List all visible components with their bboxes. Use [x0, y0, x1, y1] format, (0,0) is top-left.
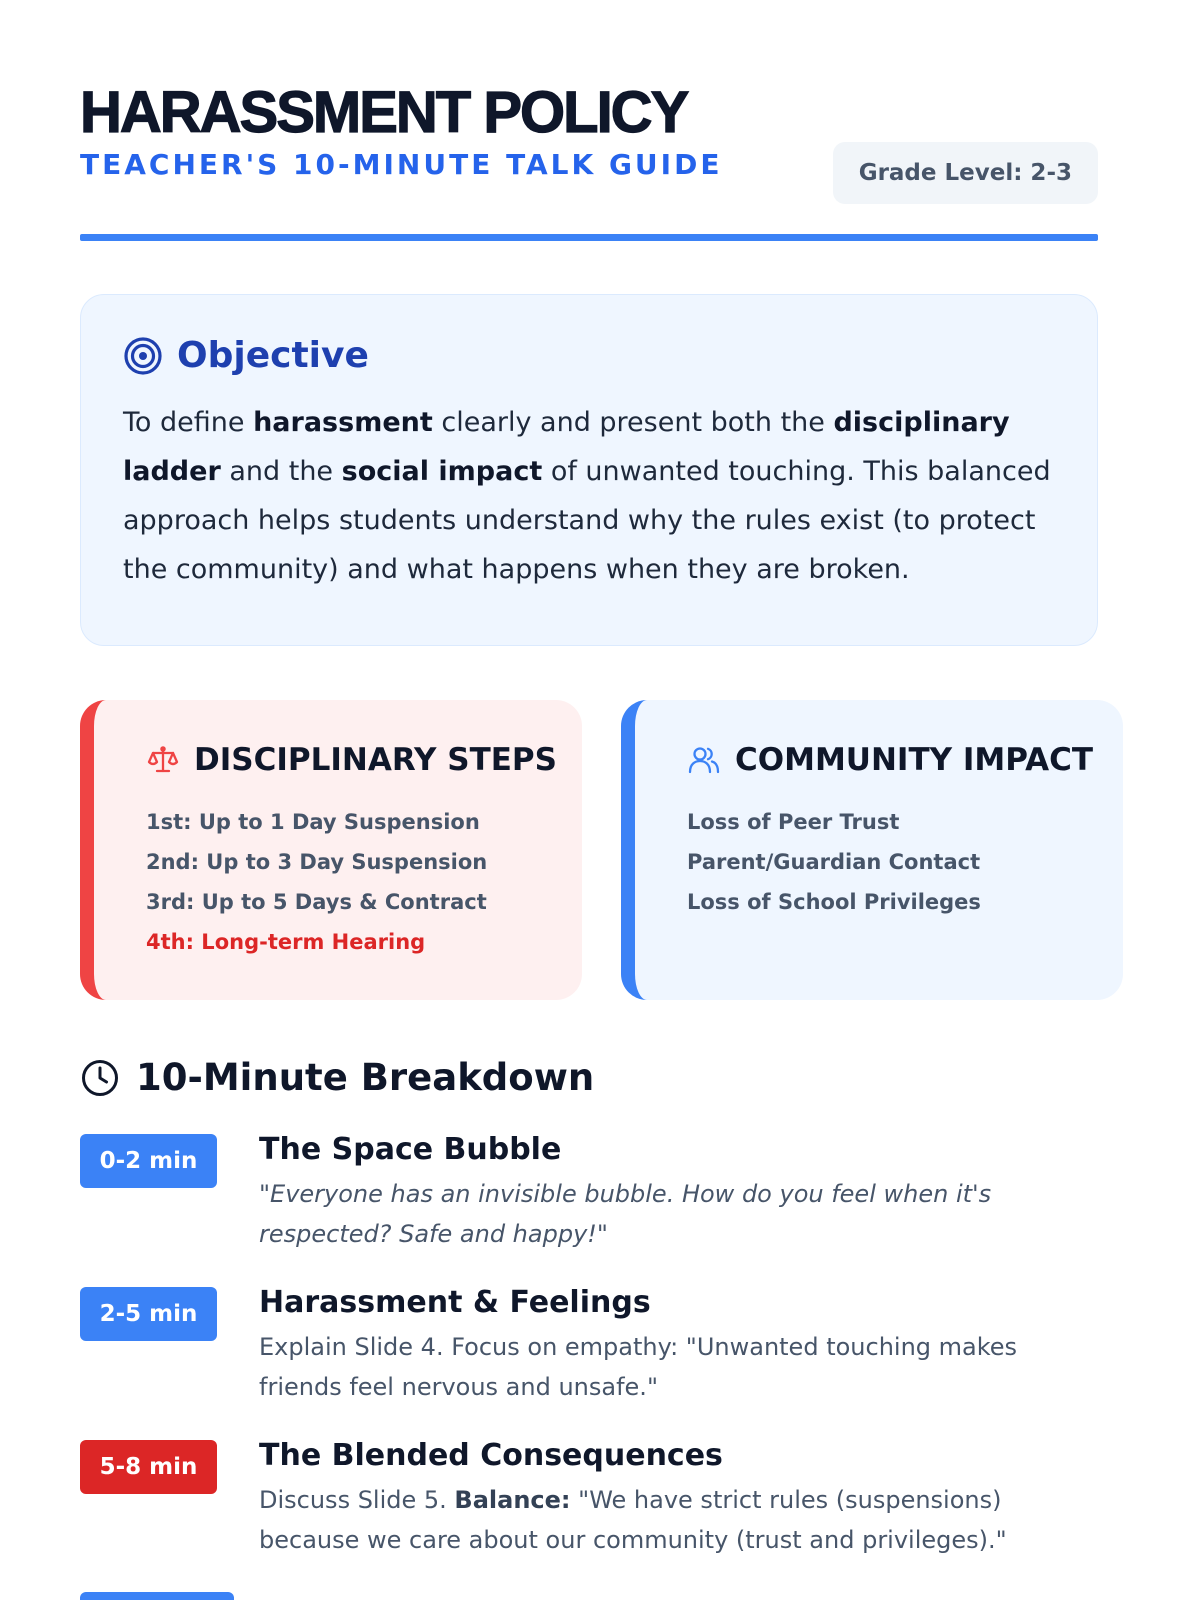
disciplinary-step-item: 4th: Long-term Hearing — [146, 930, 426, 954]
users-icon — [687, 743, 721, 777]
objective-title: Objective — [177, 335, 369, 376]
page-header — [80, 82, 1098, 242]
time-badge-partial — [80, 1592, 234, 1600]
page-subtitle: TEACHER'S 10-MINUTE TALK GUIDE — [80, 148, 723, 181]
breakdown-step — [80, 1436, 1100, 1560]
step-body — [259, 1436, 1100, 1560]
time-badge: 5-8 min — [80, 1440, 217, 1494]
time-badge: 2-5 min — [80, 1287, 217, 1341]
community-impact-item: Parent/Guardian Contact — [687, 850, 981, 874]
breakdown-step — [80, 1283, 1100, 1407]
step-description-rest: "We have strict rules (suspensions) because we care about our community (trust and privileges)." — [259, 1486, 1007, 1554]
community-impact-card — [621, 700, 1123, 1000]
header-divider — [80, 234, 1098, 241]
objective-text-part: of unwanted touching. This balanced approach helps students understand why the rules exist (to protect the community) and what happens when they are broken. — [123, 456, 1051, 585]
disciplinary-step-item: 2nd: Up to 3 Day Suspension — [146, 850, 488, 874]
breakdown-title: 10-Minute Breakdown — [136, 1056, 595, 1099]
step-description: "Everyone has an invisible bubble. How do you feel when it's respected? Safe and happy!" — [259, 1180, 992, 1248]
community-card-header — [687, 742, 1123, 778]
target-icon — [123, 336, 163, 376]
step-description — [259, 1480, 1100, 1560]
objective-header — [123, 335, 1055, 376]
objective-keyword: harassment — [253, 407, 433, 438]
disciplinary-steps-list — [146, 802, 582, 962]
step-title: The Blended Consequences — [259, 1438, 723, 1473]
step-description: Explain Slide 4. Focus on empathy: "Unwanted touching makes friends feel nervous and unsafe." — [259, 1333, 1018, 1401]
community-impact-item: Loss of School Privileges — [687, 890, 981, 914]
community-impact-item: Loss of Peer Trust — [687, 810, 900, 834]
disciplinary-card-title: DISCIPLINARY STEPS — [194, 742, 557, 778]
community-card-title: COMMUNITY IMPACT — [735, 742, 1093, 778]
disciplinary-card-header — [146, 742, 582, 778]
scale-icon — [146, 743, 180, 777]
objective-panel — [80, 294, 1098, 646]
step-title: The Space Bubble — [259, 1132, 562, 1167]
step-title: Harassment & Feelings — [259, 1285, 651, 1320]
breakdown-header — [80, 1056, 594, 1099]
objective-text-part: To define — [123, 407, 254, 438]
breakdown-step — [80, 1130, 1100, 1254]
step-description-emphasis: Balance: — [454, 1486, 571, 1514]
objective-text — [123, 398, 1055, 594]
time-badge: 0-2 min — [80, 1134, 217, 1188]
grade-level-badge: Grade Level: 2-3 — [833, 142, 1098, 204]
objective-keyword: social impact — [341, 456, 543, 487]
objective-keyword: disciplinary ladder — [123, 407, 1010, 487]
step-description-prefix: Discuss Slide 5. — [259, 1486, 455, 1514]
page-title: HARASSMENT POLICY — [80, 80, 688, 145]
step-body — [259, 1283, 1100, 1407]
objective-text-part: and the — [220, 456, 342, 487]
disciplinary-step-item: 3rd: Up to 5 Days & Contract — [146, 890, 487, 914]
community-impact-list — [687, 802, 1123, 922]
disciplinary-steps-card — [80, 700, 582, 1000]
objective-text-part: clearly and present both the — [432, 407, 834, 438]
clock-icon — [80, 1058, 120, 1098]
step-body — [259, 1130, 1100, 1254]
disciplinary-step-item: 1st: Up to 1 Day Suspension — [146, 810, 480, 834]
